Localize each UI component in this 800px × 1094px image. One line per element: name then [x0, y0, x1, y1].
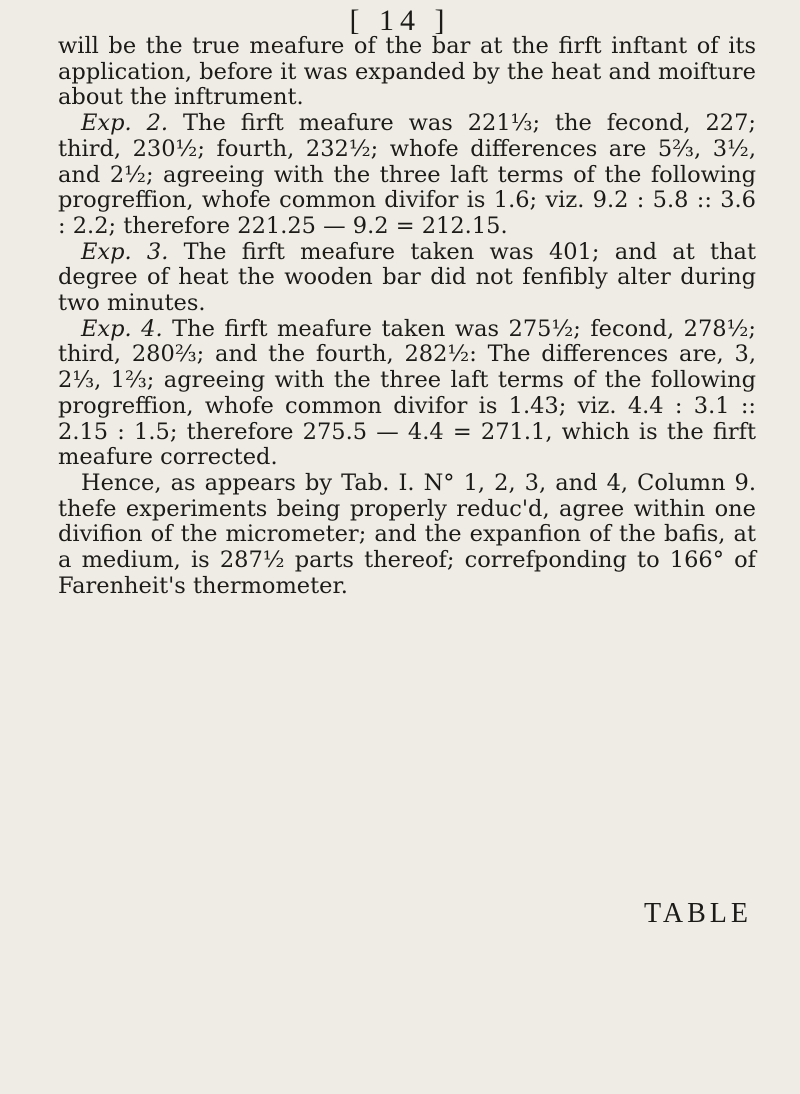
page-number: [ 14 ] — [349, 4, 451, 37]
body-text — [58, 34, 756, 599]
experiment-label: Exp. 2. — [81, 110, 169, 137]
paragraph-conclusion — [58, 471, 756, 600]
paragraph-text: will be the true meafure of the bar at the firft inftant of its application, before it was expanded by the heat and moifture about the inftrument. — [58, 33, 756, 111]
paragraph-exp-3 — [58, 240, 756, 317]
paragraph-exp-2 — [58, 111, 756, 240]
paragraph-text: The firft meafure taken was 275½; fecond, 278½; third, 280⅔; and the fourth, 282½: The differences are, 3, 2⅓, 1⅔; agreeing with the three laft terms of the following progreffion, whofe common divifor is 1.43; viz. 4.4 : 3.1 :: 2.15 : 1.5; therefore 275.5 — 4.4 = 271.1, which is the firft meafure corrected. — [58, 315, 756, 471]
paragraph-exp-4 — [58, 317, 756, 471]
paragraph-text: The firft meafure taken was 401; and at that degree of heat the wooden bar did not fenfibly alter during two minutes. — [58, 238, 757, 317]
paragraph-text: The firft meafure was 221⅓; the fecond, 227; third, 230½; fourth, 232½; whofe differences are 5⅔, 3½, and 2½; agreeing with the three laft terms of the following progreffion, whofe common divifor is 1.6; viz. 9.2 : 5.8 :: 3.6 : 2.2; therefore 221.25 — 9.2 = 212.15. — [58, 110, 756, 239]
experiment-label: Exp. 4. — [81, 315, 163, 342]
catchword: TABLE — [644, 898, 752, 929]
paragraph-continuation — [58, 34, 756, 111]
paragraph-text: Hence, as appears by Tab. I. N° 1, 2, 3, and 4, Column 9. thefe experiments being properly reduc'd, agree within one divifion of the micrometer; and the expanfion of the bafis, at a medium, is 287½ parts thereof; correfponding to 166° of Farenheit's thermometer. — [58, 469, 756, 599]
experiment-label: Exp. 3. — [81, 238, 169, 265]
